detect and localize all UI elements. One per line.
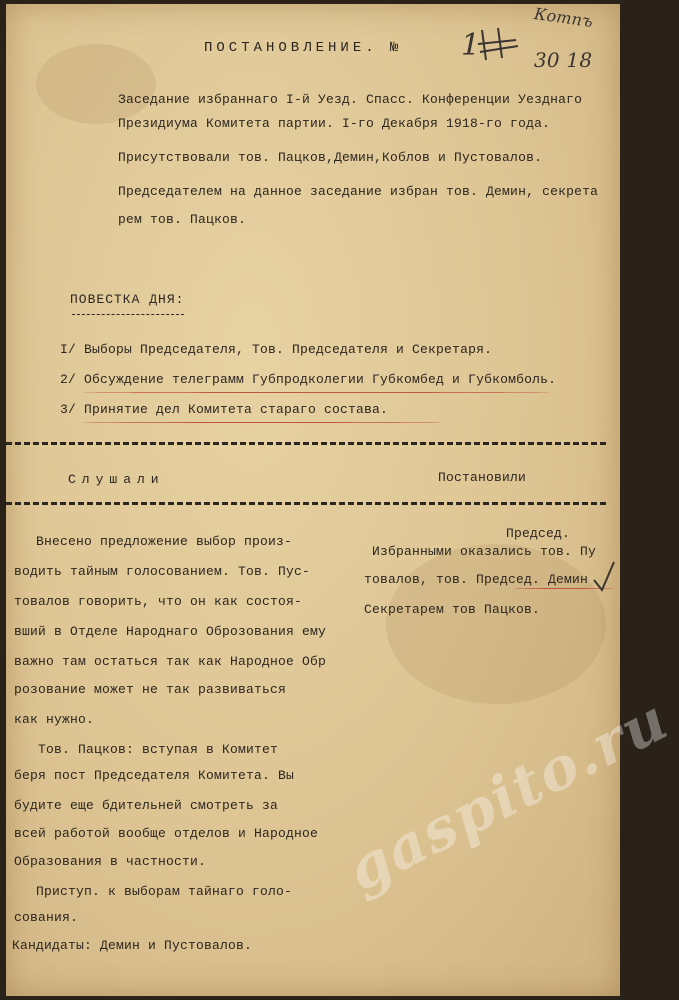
left-column-line: Образования в частности.	[14, 854, 207, 869]
right-column-insert: Председ.	[506, 526, 571, 541]
agenda-item: 3/ Принятие дел Комитета стараго состава.	[60, 402, 389, 417]
agenda-heading-underline	[72, 314, 184, 315]
agenda-item: 2/ Обсуждение телеграмм Губпродколегии Губкомбед и Губкомболь.	[60, 372, 557, 387]
left-column-line: всей работой вообще отделов и Народное	[14, 826, 319, 841]
agenda-heading: ПОВЕСТКА ДНЯ:	[70, 292, 185, 307]
paper-stain	[386, 544, 606, 704]
left-column-line: товалов говорить, что он как состоя-	[14, 594, 303, 609]
watermark: gaspito.ru	[336, 684, 679, 905]
left-column-line: важно там остаться так как Народное Обр	[14, 654, 327, 669]
intro-line: Председателем на данное заседание избран тов. Демин, секрета	[118, 184, 599, 199]
handwritten-top-note: Котпъ	[532, 3, 595, 32]
handwritten-scribble	[476, 24, 526, 64]
left-column-line: розование может не так развиваться	[14, 682, 287, 697]
handwritten-side-note: 30 18	[534, 48, 593, 72]
handwritten-checkmark	[592, 560, 616, 594]
section-divider	[6, 502, 606, 505]
left-column-line: вший в Отделе Народнаго Оброзования ему	[14, 624, 327, 639]
left-column-line: Тов. Пацков: вступая в Комитет	[38, 742, 279, 757]
right-column-line: товалов, тов. Председ. Демин	[364, 572, 589, 587]
left-column-line: беря пост Председателя Комитета. Вы	[14, 768, 295, 783]
intro-line: Президиума Комитета партии. I-го Декабря 1918-го года.	[118, 116, 551, 131]
left-column-line: как нужно.	[14, 712, 95, 727]
document-title: ПОСТАНОВЛЕНИЕ. №	[204, 40, 403, 56]
left-column-line: Внесено предложение выбор произ-	[36, 534, 293, 549]
column-heading-resolved: Постановили	[438, 470, 527, 485]
agenda-item: I/ Выборы Председателя, Тов. Председателя и Секретаря.	[60, 342, 493, 357]
red-underline	[82, 422, 442, 423]
intro-line: Заседание избраннаго I-й Уезд. Спасс. Конференции Уезднаго	[118, 92, 583, 107]
handwritten-number: 1	[461, 28, 481, 63]
left-column-line: водить тайным голосованием. Тов. Пус-	[14, 564, 311, 579]
intro-line: Присутствовали тов. Пацков,Демин,Коблов и Пустовалов.	[118, 150, 543, 165]
right-column-line: Секретарем тов Пацков.	[364, 602, 541, 617]
paper-stain	[36, 44, 156, 124]
column-heading-heard: Слушали	[68, 472, 165, 487]
document-page	[6, 3, 679, 996]
left-column-line: Приступ. к выборам тайнаго голо-	[36, 884, 293, 899]
left-column-line: Кандидаты: Демин и Пустовалов.	[12, 938, 253, 953]
left-column-line: будите еще бдительней смотреть за	[14, 798, 279, 813]
left-column-line: сования.	[14, 910, 79, 925]
right-column-line: Избранными оказались тов. Пу	[372, 544, 597, 559]
section-divider	[6, 442, 606, 445]
intro-line: рем тов. Пацков.	[118, 212, 247, 227]
red-underline	[82, 392, 552, 393]
